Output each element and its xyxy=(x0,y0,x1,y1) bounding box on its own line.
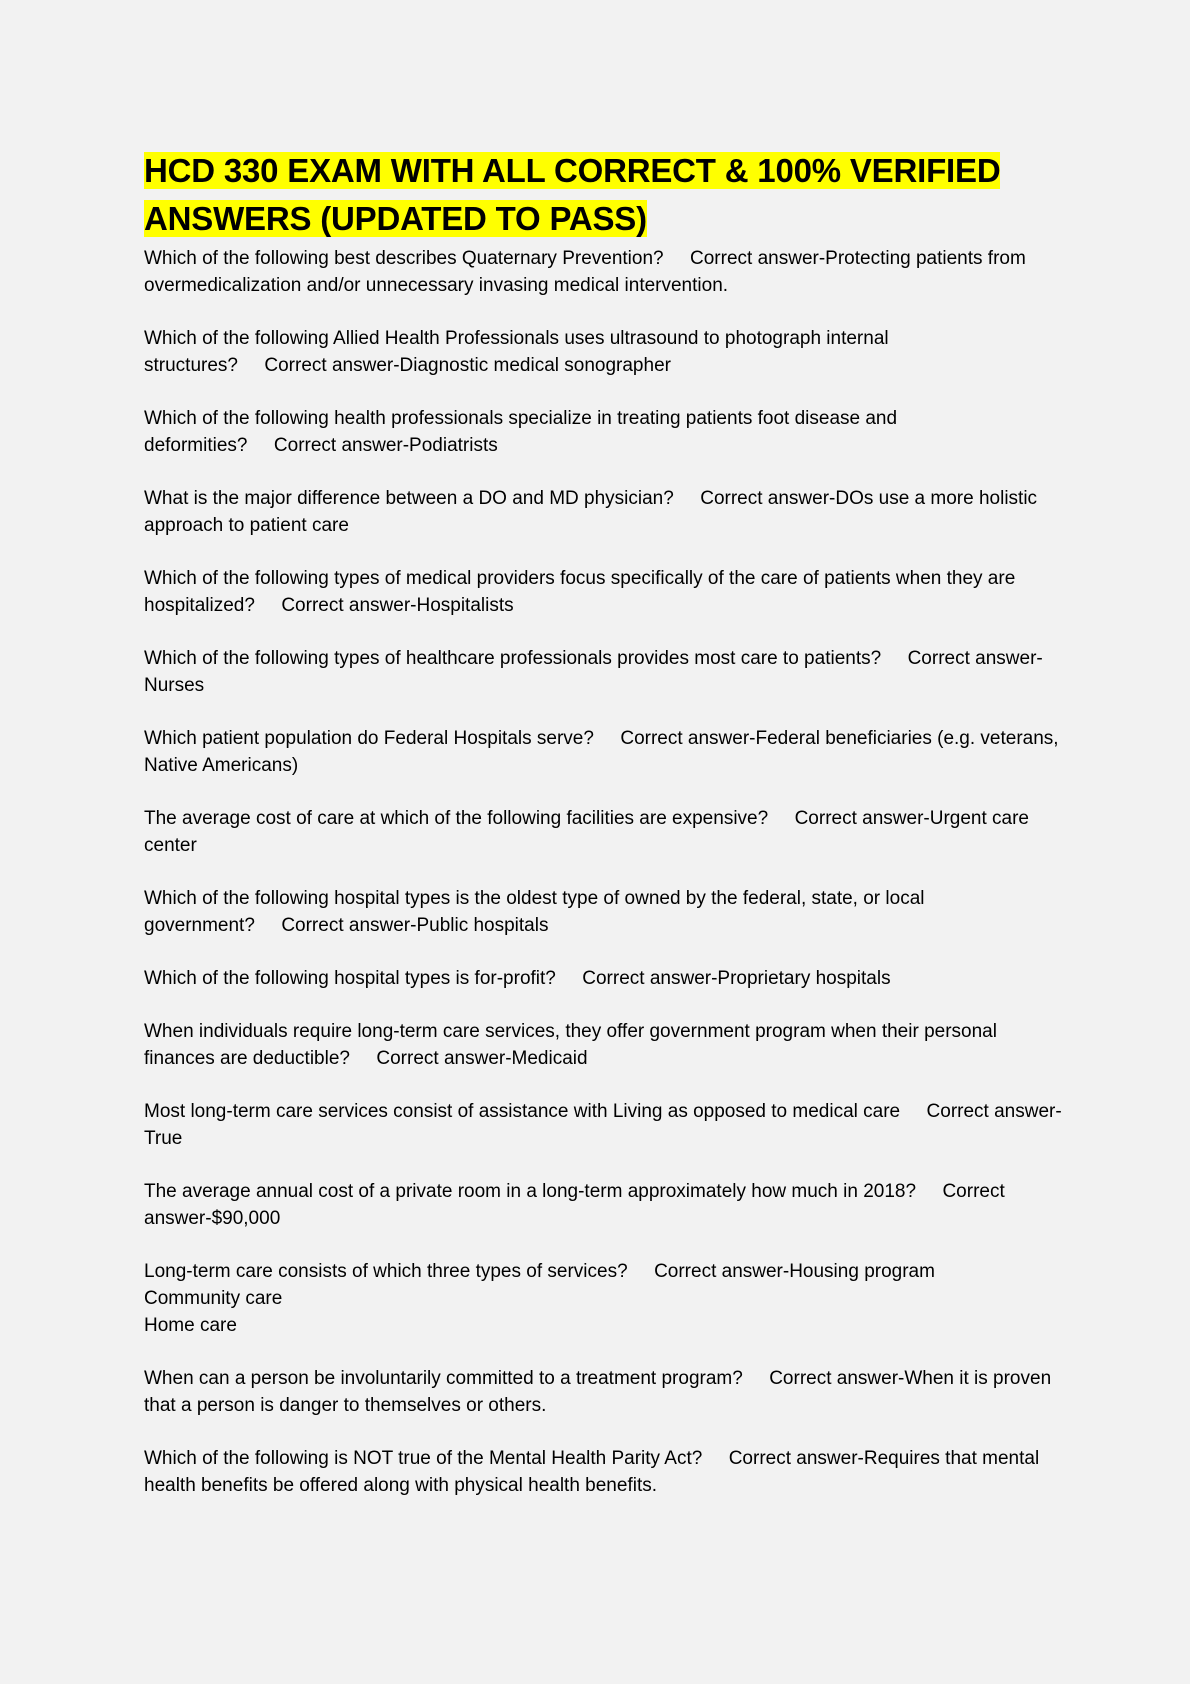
answer-text: Correct answer-Medicaid xyxy=(376,1048,588,1069)
qa-item xyxy=(144,245,1064,299)
question-text: Which of the following is NOT true of the Mental Health Parity Act? xyxy=(144,1448,703,1469)
question-text: Which patient population do Federal Hospitals serve? xyxy=(144,728,594,749)
qa-item xyxy=(144,1445,1064,1499)
question-text: When can a person be involuntarily committed to a treatment program? xyxy=(144,1368,743,1389)
document-title xyxy=(144,147,1064,243)
question-text: Most long-term care services consist of assistance with Living as opposed to medical care xyxy=(144,1101,901,1122)
qa-item xyxy=(144,565,1064,619)
answer-text: Correct answer-Diagnostic medical sonographer xyxy=(264,355,671,376)
answer-text: Correct answer-DOs use a more holistic approach to patient care xyxy=(144,488,1038,536)
qa-item xyxy=(144,1258,1064,1339)
question-text: Long-term care consists of which three types of services? xyxy=(144,1261,628,1282)
qa-item xyxy=(144,1018,1064,1072)
answer-text: Correct answer-Housing program Community care Home care xyxy=(144,1261,935,1336)
qa-item xyxy=(144,1178,1064,1232)
question-text: The average annual cost of a private room in a long-term approximately how much in 2018? xyxy=(144,1181,917,1202)
qa-item xyxy=(144,965,1064,992)
answer-text: Correct answer-$90,000 xyxy=(144,1181,1005,1229)
qa-item xyxy=(144,1365,1064,1419)
answer-text: Correct answer-Federal beneficiaries (e.g. veterans, Native Americans) xyxy=(144,728,1059,776)
question-text: Which of the following types of healthcare professionals provides most care to patients? xyxy=(144,648,882,669)
question-text: What is the major difference between a DO and MD physician? xyxy=(144,488,674,509)
document-content xyxy=(144,147,1064,1525)
question-text: When individuals require long-term care services, they offer government program when their personal finances are deductible? xyxy=(144,1021,997,1069)
qa-item xyxy=(144,485,1064,539)
qa-item xyxy=(144,405,1064,459)
answer-text: Correct answer-Protecting patients from overmedicalization and/or unnecessary invasing medical intervention. xyxy=(144,248,1026,296)
question-text: Which of the following health professionals specialize in treating patients foot disease and deformities? xyxy=(144,408,898,456)
answer-text: Correct answer-True xyxy=(144,1101,1062,1149)
answer-text: Correct answer-Proprietary hospitals xyxy=(582,968,891,989)
answer-text: Correct answer-When it is proven that a person is danger to themselves or others. xyxy=(144,1368,1052,1416)
qa-item xyxy=(144,645,1064,699)
answer-text: Correct answer-Public hospitals xyxy=(281,915,549,936)
answer-text: Correct answer-Nurses xyxy=(144,648,1043,696)
answer-text: Correct answer-Urgent care center xyxy=(144,808,1029,856)
question-text: Which of the following hospital types is the oldest type of owned by the federal, state, or local government? xyxy=(144,888,925,936)
qa-item xyxy=(144,325,1064,379)
question-text: Which of the following hospital types is for-profit? xyxy=(144,968,556,989)
question-text: The average cost of care at which of the following facilities are expensive? xyxy=(144,808,769,829)
document-title-text: HCD 330 EXAM WITH ALL CORRECT & 100% VERIFIED ANSWERS (UPDATED TO PASS) xyxy=(144,152,1001,237)
qa-item xyxy=(144,805,1064,859)
answer-text: Correct answer-Podiatrists xyxy=(273,435,498,456)
answer-text: Correct answer-Requires that mental health benefits be offered along with physical health benefits. xyxy=(144,1448,1040,1496)
qa-item xyxy=(144,885,1064,939)
question-text: Which of the following best describes Quaternary Prevention? xyxy=(144,248,664,269)
question-text: Which of the following Allied Health Professionals uses ultrasound to photograph internal structures? xyxy=(144,328,889,376)
answer-text: Correct answer-Hospitalists xyxy=(281,595,514,616)
question-text: Which of the following types of medical providers focus specifically of the care of patients when they are hospitalized? xyxy=(144,568,1016,616)
qa-item xyxy=(144,725,1064,779)
qa-item xyxy=(144,1098,1064,1152)
